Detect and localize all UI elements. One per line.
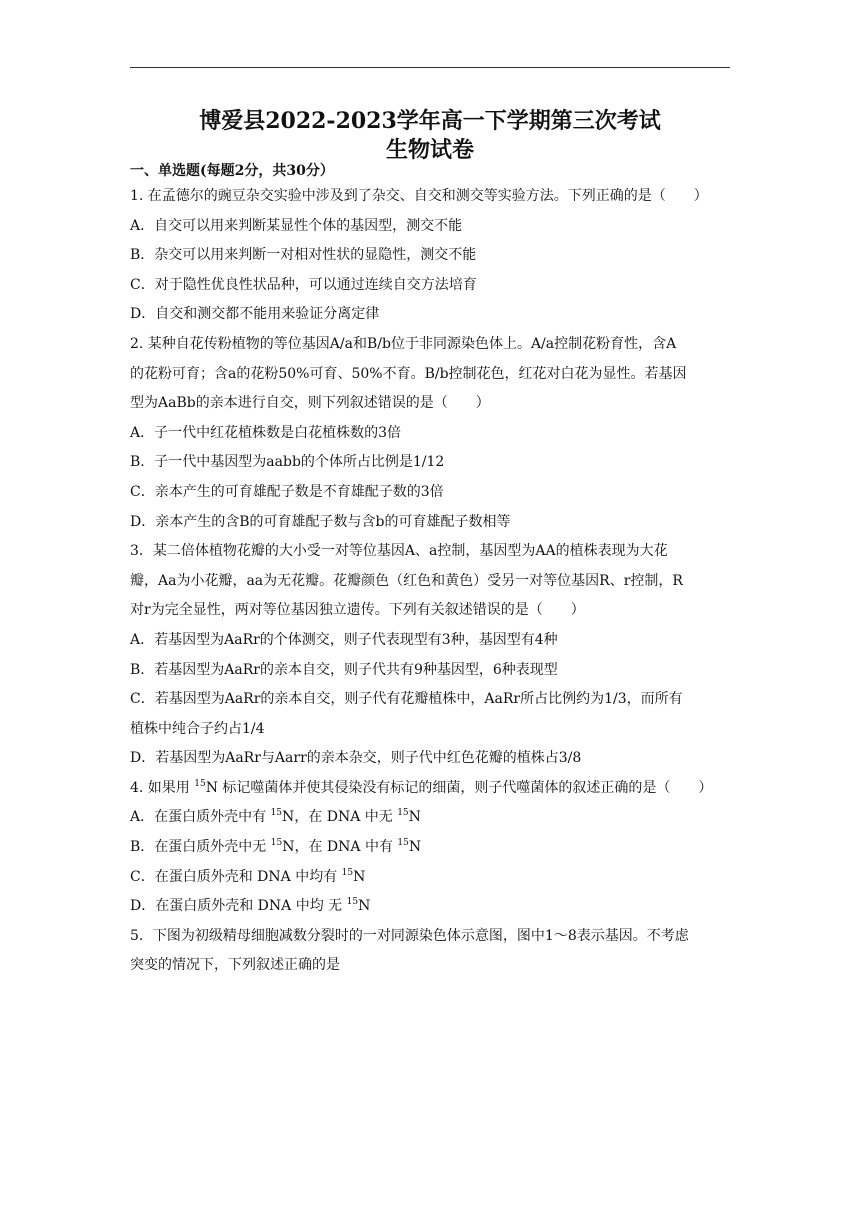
option-c: C．亲本产生的可育雄配子数是不育雄配子数的3倍 <box>130 483 444 500</box>
question-stem-line: 对r为完全显性，两对等位基因独立遗传。下列有关叙述错误的是（ ） <box>130 602 585 619</box>
stem-text: 4. 如果用 <box>130 779 195 796</box>
isotope-superscript: 15 <box>346 897 359 908</box>
isotope-superscript: 15 <box>341 867 354 878</box>
question-stem-line: 型为AaBb的亲本进行自交，则下列叙述错误的是（ ） <box>130 395 490 412</box>
question-2 <box>130 330 730 537</box>
element-symbol: N <box>353 868 366 885</box>
option-c: C．若基因型为AaRr的亲本自交，则子代有花瓣植株中，AaRr所占比例约为1/3，而所有 <box>130 691 683 708</box>
question-stem <box>130 774 730 804</box>
option-d <box>130 892 730 922</box>
option-text: N，在 DNA 中无 <box>282 809 398 826</box>
exam-subject: 生物试卷 <box>385 137 474 163</box>
question-stem-line: 3．某二倍体植物花瓣的大小受一对等位基因A、a控制，基因型为AA的植株表现为大花 <box>130 543 668 560</box>
option-d: D．亲本产生的含B的可育雄配子数与含b的可育雄配子数相等 <box>130 513 511 530</box>
option-a: A．子一代中红花植株数是白花植株数的3倍 <box>130 424 402 441</box>
isotope-superscript: 15 <box>397 838 409 849</box>
option-text: C．在蛋白质外壳和 DNA 中均有 <box>130 868 342 885</box>
element-symbol: N <box>408 809 421 826</box>
header-rule <box>130 67 730 68</box>
element-symbol: N <box>408 839 422 856</box>
exam-title: 博爱县2022-2023学年高一下学期第三次考试 <box>199 108 661 134</box>
option-c-continued: 植株中纯合子约占1/4 <box>130 720 265 737</box>
isotope-superscript: 15 <box>397 808 409 819</box>
question-stem-line: 瓣，Aa为小花瓣，aa为无花瓣。花瓣颜色（红色和黄色）受另一对等位基因R、r控制，R <box>130 572 683 589</box>
isotope-superscript: 15 <box>270 808 283 819</box>
option-text: D．在蛋白质外壳和 DNA 中均 无 <box>130 898 347 915</box>
option-d: D．若基因型为AaRr与Aarr的亲本杂交，则子代中红色花瓣的植株占3/8 <box>130 750 582 767</box>
question-4 <box>130 774 730 922</box>
option-b: B．杂交可以用来判断一对相对性状的显隐性，测交不能 <box>130 247 477 264</box>
question-stem: 1. 在孟德尔的豌豆杂交实验中涉及到了杂交、自交和测交等实验方法。下列正确的是（ ） <box>130 188 708 204</box>
stem-text: N 标记噬菌体并使其侵染没有标记的细菌，则子代噬菌体的叙述正确的是（ ） <box>205 779 713 796</box>
option-c <box>130 863 730 893</box>
option-b <box>130 833 730 863</box>
question-stem-line: 5．下图为初级精母细胞减数分裂时的一对同源染色体示意图，图中1～8表示基因。不考虑 <box>130 927 689 944</box>
question-5 <box>130 922 730 981</box>
option-text: B．在蛋白质外壳中无 <box>130 839 271 856</box>
question-stem-line: 突变的情况下，下列叙述正确的是 <box>130 957 340 974</box>
option-text: N，在 DNA 中有 <box>282 839 398 856</box>
question-stem-line: 2. 某种自花传粉植物的等位基因A/a和B/b位于非同源染色体上。A/a控制花粉育性，含A <box>130 335 677 352</box>
isotope-superscript: 15 <box>270 838 283 849</box>
option-text: A．在蛋白质外壳中有 <box>130 809 271 826</box>
option-d: D．自交和测交都不能用来验证分离定律 <box>130 306 380 323</box>
element-symbol: N <box>358 898 371 915</box>
isotope-superscript: 15 <box>194 778 206 789</box>
exam-body <box>130 160 730 981</box>
question-3 <box>130 537 730 774</box>
option-a: A．若基因型为AaRr的个体测交，则子代表现型有3种，基因型有4种 <box>130 631 558 648</box>
option-b: B．若基因型为AaRr的亲本自交，则子代共有9种基因型，6种表现型 <box>130 661 558 678</box>
question-stem-line: 的花粉可育；含a的花粉50%可育、50%不育。B/b控制花色，红花对白花为显性。若基因 <box>130 365 687 382</box>
option-b: B．子一代中基因型为aabb的个体所占比例是1/12 <box>130 454 445 471</box>
option-a <box>130 803 730 833</box>
option-a: A．自交可以用来判断某显性个体的基因型，测交不能 <box>130 217 463 234</box>
option-c: C．对于隐性优良性状品种，可以通过连续自交方法培育 <box>130 276 477 293</box>
question-1 <box>130 182 730 330</box>
section-heading: 一、单选题(每题2分，共30分） <box>130 163 334 179</box>
